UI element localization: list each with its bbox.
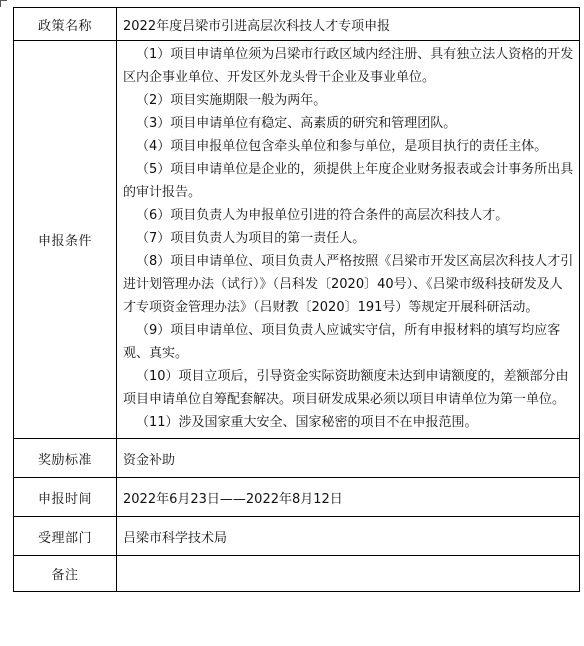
- department-value: 吕梁市科学技术局: [117, 517, 580, 556]
- condition-item: （4）项目申报单位包含牵头单位和参与单位，是项目执行的责任主体。: [136, 139, 548, 154]
- conditions-list: [117, 41, 580, 439]
- policy-name-value: 2022年度吕梁市引进高层次科技人才专项申报: [117, 8, 580, 41]
- condition-item: （5）项目申请单位是企业的，须提供上年度企业财务报表或会计事务所出具的审计报告。: [123, 162, 574, 200]
- apply-time-label: 申报时间: [14, 478, 117, 517]
- reward-label: 奖励标准: [14, 439, 117, 478]
- table-row-apply-time: [14, 478, 580, 517]
- remarks-label: 备注: [14, 556, 117, 592]
- reward-value: 资金补助: [117, 439, 580, 478]
- policy-table: [13, 7, 580, 592]
- conditions-label: 申报条件: [14, 41, 117, 439]
- apply-time-value: 2022年6月23日——2022年8月12日: [117, 478, 580, 517]
- condition-item: （8）项目申请单位、项目负责人严格按照《吕梁市开发区高层次科技人才引进计划管理办法（试行）》（吕科发〔2020〕40号）、《吕梁市级科技研发及人才专项资金管理办法》（吕财教〔2020〕191号）等规定开展科研活动。: [123, 254, 574, 315]
- department-label: 受理部门: [14, 517, 117, 556]
- remarks-value: [117, 556, 580, 592]
- condition-item: （11）涉及国家重大安全、国家秘密的项目不在申报范围。: [136, 415, 478, 430]
- table-row-reward: [14, 439, 580, 478]
- policy-name-label: 政策名称: [14, 8, 117, 41]
- condition-item: （3）项目申请单位有稳定、高素质的研究和管理团队。: [136, 116, 457, 131]
- corner-mark: [0, 0, 7, 7]
- table-row-conditions: [14, 41, 580, 439]
- condition-item: （6）项目负责人为申报单位引进的符合条件的高层次科技人才。: [136, 208, 509, 223]
- condition-item: （2）项目实施期限一般为两年。: [136, 93, 327, 108]
- table-row-remarks: [14, 556, 580, 592]
- table-row-department: [14, 517, 580, 556]
- condition-item: （1）项目申请单位须为吕梁市行政区域内经注册、具有独立法人资格的开发区内企事业单位、开发区外龙头骨干企业及事业单位。: [123, 47, 574, 85]
- condition-item: （7）项目负责人为项目的第一责任人。: [136, 231, 366, 246]
- condition-item: （10）项目立项后，引导资金实际资助额度未达到申请额度的，差额部分由项目申请单位自筹配套解决。项目研发成果必须以项目申请单位为第一单位。: [123, 369, 569, 407]
- table-row-policy-name: [14, 8, 580, 41]
- condition-item: （9）项目申请单位、项目负责人应诚实守信，所有申报材料的填写均应客观、真实。: [123, 323, 561, 361]
